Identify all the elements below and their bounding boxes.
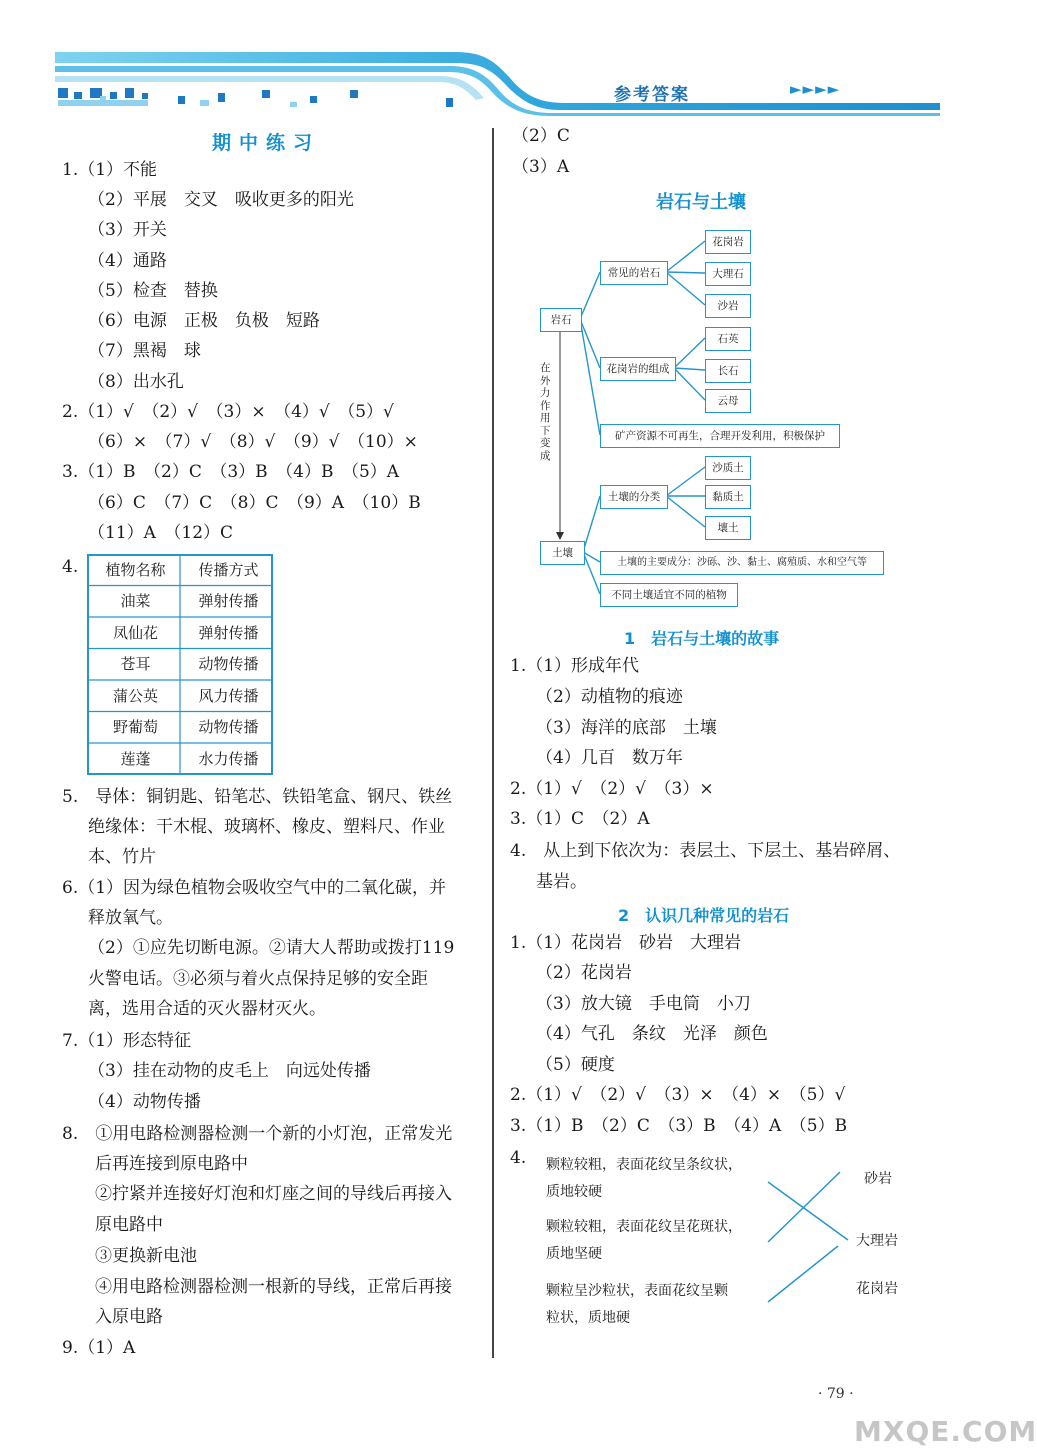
match-left: 颗粒较粗，表面花纹呈花斑状， <box>546 1219 742 1235</box>
table-cell: 弹射传播 <box>198 592 259 610</box>
answer-line: 基岩。 <box>536 872 587 892</box>
match-left: 质地较硬 <box>546 1184 602 1200</box>
map-node: 常见的岩石 <box>600 261 668 285</box>
answer-line: ③更换新电池 <box>95 1246 197 1266</box>
answer-line: 3.（1）B （2）C （3）B （4）B （5）A <box>62 462 400 482</box>
watermark: MXQE.COM <box>854 1415 1037 1448</box>
table-cell: 油菜 <box>120 592 151 610</box>
answer-line: 火警电话。③必须与着火点保持足够的安全距 <box>88 969 428 989</box>
answer-line: （4）通路 <box>88 251 167 271</box>
answer-line: （8）出水孔 <box>88 372 184 392</box>
answer-line: （5）检查 替换 <box>88 281 218 301</box>
table-cell: 弹射传播 <box>198 624 259 642</box>
match-right: 砂岩 <box>864 1171 892 1187</box>
answer-line: （3）挂在动物的皮毛上 向远处传播 <box>88 1061 371 1081</box>
page-number: · 79 · <box>818 1386 854 1402</box>
answer-line: （2）C <box>512 126 570 146</box>
answer-line: 2.（1）√ （2）√ （3）× （4）× （5）√ <box>510 1085 846 1105</box>
rock-soil-concept-map <box>530 222 890 612</box>
answer-line: （3）海洋的底部 土壤 <box>536 718 717 738</box>
answer-line: （6）C （7）C （8）C （9）A （10）B <box>88 493 421 513</box>
answer-line: 1.（1）不能 <box>62 160 158 180</box>
seed-dispersal-table <box>87 554 273 775</box>
answer-line: 绝缘体：干木棍、玻璃杯、橡皮、塑料尺、作业 <box>88 817 445 837</box>
map-node: 土壤的主要成分：沙砾、沙、黏土、腐殖质、水和空气等 <box>600 551 884 575</box>
answer-line: （3）开关 <box>88 220 167 240</box>
map-node: 沙岩 <box>705 294 751 318</box>
map-node: 矿产资源不可再生，合理开发利用，积极保护 <box>600 424 840 448</box>
q4-label: 4. <box>62 557 79 577</box>
table-cell: 野葡萄 <box>112 718 158 736</box>
table-cell: 苍耳 <box>120 655 151 673</box>
map-node: 沙质土 <box>705 456 751 480</box>
answer-line: （2）①应先切断电源。②请大人帮助或拨打119 <box>88 938 455 958</box>
answer-line: 6.（1）因为绿色植物会吸收空气中的二氧化碳，并 <box>62 878 447 898</box>
answer-line: 3.（1）C （2）A <box>510 809 650 829</box>
map-node: 壤土 <box>705 516 751 540</box>
unit-title: 岩石与土壤 <box>656 192 746 213</box>
section-1-title: 1 岩石与土壤的故事 <box>624 629 780 648</box>
answer-line: （3）放大镜 手电筒 小刀 <box>536 994 751 1014</box>
table-cell: 风力传播 <box>198 687 259 705</box>
rock-matching <box>540 1150 920 1340</box>
header-banner <box>0 0 1000 120</box>
answer-line: 本、竹片 <box>88 847 156 867</box>
table-cell: 莲蓬 <box>120 750 151 768</box>
map-node: 不同土壤适宜不同的植物 <box>600 583 738 607</box>
map-node: 黏质土 <box>705 485 751 509</box>
answer-line: 5. 导体：铜钥匙、铅笔芯、铁铅笔盒、钢尺、铁丝 <box>62 787 453 807</box>
answer-line: （2）平展 交叉 吸收更多的阳光 <box>88 190 354 210</box>
header-title: 参考答案 <box>614 85 690 105</box>
answer-line: 入原电路 <box>95 1307 163 1327</box>
answer-line: （7）黑褐 球 <box>88 341 201 361</box>
table-cell: 水力传播 <box>198 750 259 768</box>
answer-line: 8. ①用电路检测器检测一个新的小灯泡，正常发光 <box>62 1124 453 1144</box>
answer-line: 2.（1）√ （2）√ （3）× （4）√ （5）√ <box>62 402 394 422</box>
match-left: 粒状，质地硬 <box>546 1310 630 1326</box>
answer-line: 释放氧气。 <box>88 908 173 928</box>
map-node: 岩石 <box>540 308 582 332</box>
answer-line: 7.（1）形态特征 <box>62 1031 192 1051</box>
map-change-label: 在外力作用下变成 <box>540 362 551 462</box>
map-node: 大理石 <box>705 262 751 286</box>
answer-line: 1.（1）形成年代 <box>510 656 640 676</box>
answer-line: ④用电路检测器检测一根新的导线，正常后再接 <box>95 1277 452 1297</box>
column-divider <box>492 128 494 1358</box>
table-cell: 动物传播 <box>198 718 259 736</box>
answer-line: （4）几百 数万年 <box>536 748 683 768</box>
answer-line: （3）A <box>512 157 570 177</box>
match-left: 质地坚硬 <box>546 1246 602 1262</box>
q4-label: 4. <box>510 1148 527 1168</box>
answer-line: 1.（1）花岗岩 砂岩 大理岩 <box>510 933 742 953</box>
map-node: 花岗岩的组成 <box>600 357 676 381</box>
answer-line: 原电路中 <box>95 1215 163 1235</box>
answer-line: （5）硬度 <box>536 1055 615 1075</box>
map-node: 花岗岩 <box>705 230 751 254</box>
answer-line: （2）花岗岩 <box>536 963 632 983</box>
answer-line: （6）电源 正极 负极 短路 <box>88 311 320 331</box>
map-node: 云母 <box>705 389 751 413</box>
table-cell: 凤仙花 <box>112 624 158 642</box>
map-node: 土壤的分类 <box>600 485 668 509</box>
table-header: 传播方式 <box>198 561 259 579</box>
answer-line: （4）气孔 条纹 光泽 颜色 <box>536 1024 768 1044</box>
match-left: 颗粒呈沙粒状，表面花纹呈颗 <box>546 1283 728 1299</box>
map-node: 长石 <box>705 359 751 383</box>
answer-line: 9.（1）A <box>62 1338 136 1358</box>
map-node: 石英 <box>705 327 751 351</box>
match-right: 大理岩 <box>856 1233 898 1249</box>
header-arrows: ►►►► <box>790 80 841 98</box>
answer-line: 后再连接到原电路中 <box>95 1154 248 1174</box>
answer-line: 3.（1）B （2）C （3）B （4）A （5）B <box>510 1116 848 1136</box>
table-cell: 蒲公英 <box>112 687 158 705</box>
table-header: 植物名称 <box>105 561 166 579</box>
answer-line: （4）动物传播 <box>88 1092 201 1112</box>
left-title: 期中练习 <box>212 132 321 154</box>
answer-line: ②拧紧并连接好灯泡和灯座之间的导线后再接入 <box>95 1184 452 1204</box>
match-left: 颗粒较粗，表面花纹呈条纹状， <box>546 1157 742 1173</box>
answer-line: （2）动植物的痕迹 <box>536 687 683 707</box>
answer-line: 离，选用合适的灭火器材灭火。 <box>88 999 326 1019</box>
answer-line: （6）× （7）√ （8）√ （9）√ （10）× <box>88 432 418 452</box>
answer-line: 2.（1）√ （2）√ （3）× <box>510 779 714 799</box>
match-right: 花岗岩 <box>856 1281 898 1297</box>
table-cell: 动物传播 <box>198 655 259 673</box>
answer-line: （11）A （12）C <box>88 523 234 543</box>
section-2-title: 2 认识几种常见的岩石 <box>618 906 790 925</box>
answer-line: 4. 从上到下依次为：表层土、下层土、基岩碎屑、 <box>510 841 901 861</box>
map-node: 土壤 <box>540 541 585 565</box>
